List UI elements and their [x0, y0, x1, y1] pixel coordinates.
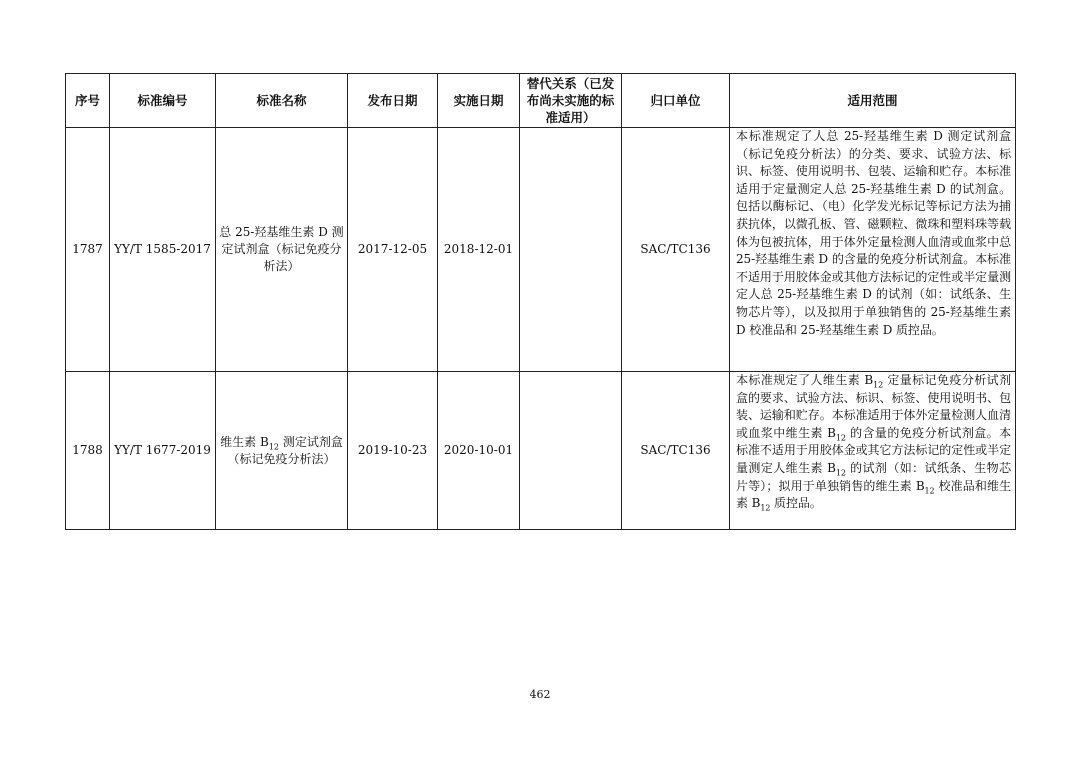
cell-unit: SAC/TC136 [622, 128, 730, 372]
cell-name [216, 372, 348, 530]
cell-name: 总 25-羟基维生素 D 测定试剂盒（标记免疫分析法） [216, 128, 348, 372]
scope-subscript: 12 [835, 433, 846, 443]
name-text: 测定试剂盒（标记免疫分析法） [227, 434, 343, 466]
scope-text: 的试剂（如：试纸条、生物芯片等）；拟用于单独销售的维生素 B [736, 460, 1011, 493]
cell-serial: 1787 [66, 128, 110, 372]
cell-replacement [520, 128, 622, 372]
cell-unit: SAC/TC136 [622, 372, 730, 530]
scope-subscript: 12 [760, 503, 771, 513]
header-publish-date: 发布日期 [348, 74, 438, 128]
cell-implement-date: 2018-12-01 [438, 128, 520, 372]
header-scope: 适用范围 [730, 74, 1016, 128]
table-row [66, 128, 1016, 372]
scope-text: 本标准规定了人维生素 B [736, 373, 874, 387]
cell-scope [730, 372, 1016, 530]
cell-publish-date: 2019-10-23 [348, 372, 438, 530]
header-serial: 序号 [66, 74, 110, 128]
scope-subscript: 12 [924, 485, 935, 495]
cell-scope: 本标准规定了人总 25-羟基维生素 D 测定试剂盒（标记免疫分析法）的分类、要求、试验方法、标识、标签、使用说明书、包装、运输和贮存。本标准适用于定量测定人总 25-羟基维生素 D 的试剂盒。包括以酶标记、（电）化学发光标记等标记方法为捕获抗体，以微孔板、管、磁颗粒、微珠和塑料珠等载体为包被抗体，用于体外定量检测人血清或血浆中总 25-羟基维生素 D 的含量的免疫分析试剂盒。本标准不适用于用胶体金或其他方法标记的定性或半定量测定人总 25-羟基维生素 D 的试剂（如：试纸条、生物芯片等），以及拟用于单独销售的 25-羟基维生素 D 校准品和 25-羟基维生素 D 质控品。 [730, 128, 1016, 372]
page-number: 462 [529, 688, 551, 701]
table-row [66, 372, 1016, 530]
header-name: 标准名称 [216, 74, 348, 128]
header-implement-date: 实施日期 [438, 74, 520, 128]
cell-publish-date: 2017-12-05 [348, 128, 438, 372]
table-header-row [66, 74, 1016, 128]
cell-code: YY/T 1677-2019 [110, 372, 216, 530]
name-subscript: 12 [268, 441, 279, 451]
scope-text: 校准品和维生素 B [736, 478, 1011, 511]
scope-subscript: 12 [873, 380, 884, 390]
scope-subscript: 12 [835, 468, 846, 478]
header-replacement: 替代关系（已发布尚未实施的标准适用） [520, 74, 622, 128]
name-text: 维生素 B [220, 434, 269, 449]
scope-text: 的含量的免疫分析试剂盒。本标准不适用于用胶体金或其它方法标记的定性或半定量测定人维生素 B [736, 425, 1011, 475]
header-code: 标准编号 [110, 74, 216, 128]
cell-serial: 1788 [66, 372, 110, 530]
header-unit: 归口单位 [622, 74, 730, 128]
cell-implement-date: 2020-10-01 [438, 372, 520, 530]
standards-table [65, 73, 1016, 530]
scope-text: 质控品。 [770, 496, 822, 511]
cell-code: YY/T 1585-2017 [110, 128, 216, 372]
scope-text: 定量标记免疫分析试剂盒的要求、试验方法、标识、标签、使用说明书、包装、运输和贮存。本标准适用于体外定量检测人血清或血浆中维生素 B [736, 373, 1011, 440]
cell-replacement [520, 372, 622, 530]
